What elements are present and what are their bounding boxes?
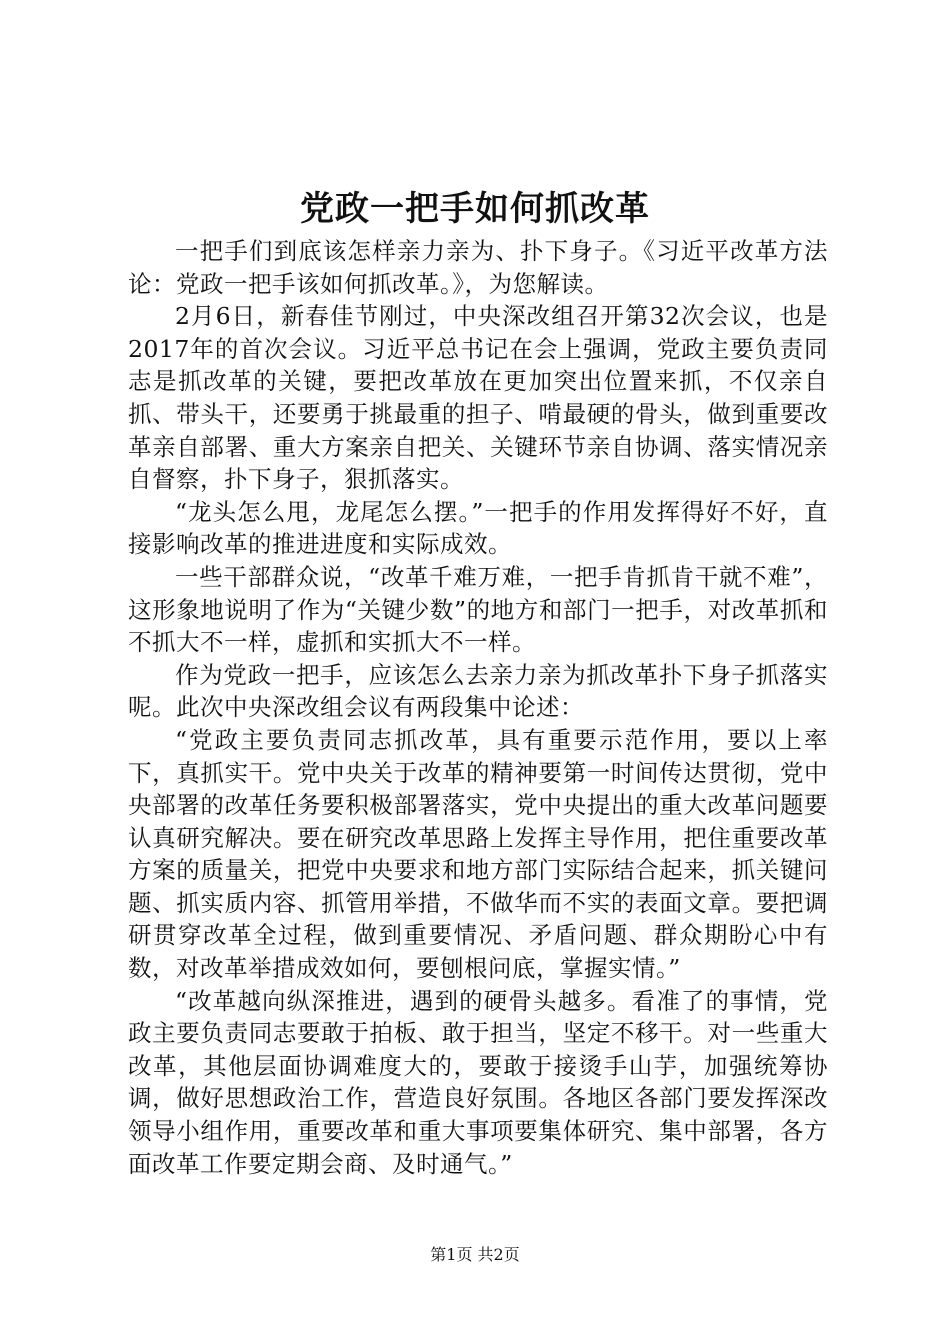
page-number: 第1页 共2页 [430,1245,520,1264]
page-footer [0,1245,950,1265]
document-body [128,235,828,1180]
paragraph-7-quote: “改革越向纵深推进，遇到的硬骨头越多。看准了的事情，党政主要负责同志要敢于拍板、敢于担当，坚定不移干。对一些重大改革，其他层面协调难度大的，要敢于接烫手山芋，加强统筹协调，做好思想政治工作，营造良好氛围。各地区各部门要发挥深改领导小组作用，重要改革和重大事项要集体研究、集中部署，各方面改革工作要定期会商、及时通气。” [128,986,828,1178]
paragraph-5: 作为党政一把手，应该怎么去亲力亲为抓改革扑下身子抓落实呢。此次中央深改组会议有两段集中论述： [128,660,828,722]
paragraph-3: “龙头怎么甩，龙尾怎么摆。”一把手的作用发挥得好不好，直接影响改革的推进进度和实际成效。 [128,497,828,559]
paragraph-2: 2月6日，新春佳节刚过，中央深改组召开第32次会议，也是2017年的首次会议。习近平总书记在会上强调，党政主要负责同志是抓改革的关键，要把改革放在更加突出位置来抓，不仅亲自抓、带头干，还要勇于挑最重的担子、啃最硬的骨头，做到重要改革亲自部署、重大方案亲自把关、关键环节亲自协调、落实情况亲自督察，扑下身子，狠抓落实。 [128,302,828,494]
paragraph-1: 一把手们到底该怎样亲力亲为、扑下身子。《习近平改革方法论：党政一把手该如何抓改革。》，为您解读。 [128,237,828,298]
document-title: 党政一把手如何抓改革 [300,189,650,229]
paragraph-4: 一些干部群众说，“改革千难万难，一把手肯抓肯干就不难”，这形象地说明了作为“关键少数”的地方和部门一把手，对改革抓和不抓大不一样，虚抓和实抓大不一样。 [128,562,828,657]
paragraph-6-quote: “党政主要负责同志抓改革，具有重要示范作用，要以上率下，真抓实干。党中央关于改革的精神要第一时间传达贯彻，党中央部署的改革任务要积极部署落实，党中央提出的重大改革问题要认真研究解决。要在研究改革思路上发挥主导作用，把住重要改革方案的质量关，把党中央要求和地方部门实际结合起来，抓关键问题、抓实质内容、抓管用举措，不做华而不实的表面文章。要把调研贯穿改革全过程，做到重要情况、矛盾问题、群众期盼心中有数，对改革举措成效如何，要刨根问底，掌握实情。” [128,725,828,983]
